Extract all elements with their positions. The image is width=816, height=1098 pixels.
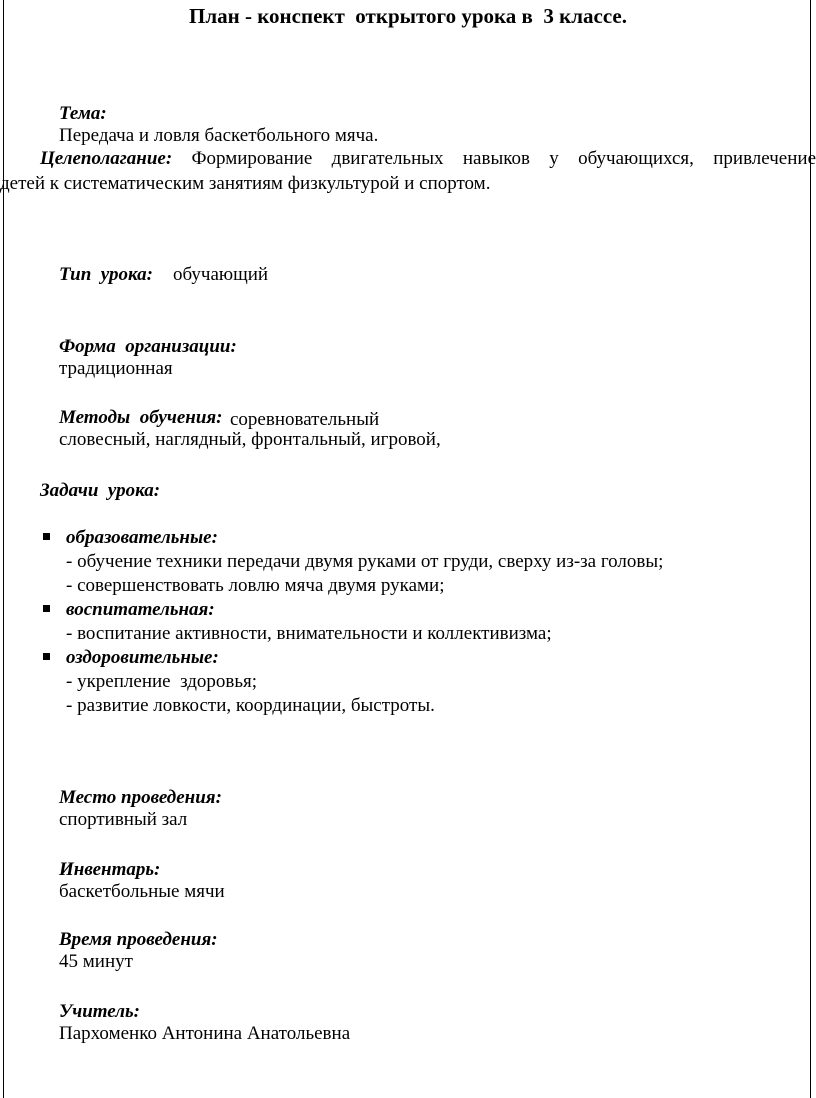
organization-form-value: традиционная [59, 358, 173, 379]
equipment-label: Инвентарь: [59, 859, 161, 880]
square-bullet-icon [43, 653, 50, 660]
venue-value: спортивный зал [59, 809, 188, 830]
lesson-type-value: обучающий [172, 264, 269, 285]
lesson-type-row [40, 242, 268, 308]
topic-value: Передача и ловля баскетбольного мяча. [59, 125, 379, 146]
venue-label: Место проведения: [59, 787, 222, 808]
square-bullet-icon [43, 605, 50, 612]
lesson-type-label: Тип урока: [59, 264, 153, 285]
task-item: - воспитание активности, внимательности и коллективизма; [66, 623, 552, 644]
teacher-label: Учитель: [59, 1001, 141, 1022]
teaching-methods-label: Методы обучения: [59, 407, 223, 428]
tasks-label: Задачи урока: [40, 480, 161, 501]
topic-label: Тема: [59, 103, 107, 124]
teacher-row [40, 979, 350, 1067]
goal-value-line1: Формирование двигательных навыков у обучающихся, привлечение [191, 148, 816, 169]
duration-value: 45 минут [59, 951, 133, 972]
goal-label: Целеполагание: [40, 148, 173, 169]
document-title: План - конспект открытого урока в 3 классе. [189, 4, 627, 28]
teaching-methods-value-line2: соревновательный [230, 409, 380, 430]
task-item: - развитие ловкости, координации, быстроты. [66, 695, 435, 716]
teacher-value: Пархоменко Антонина Анатольевна [59, 1023, 351, 1044]
equipment-value: баскетбольные мячи [59, 881, 225, 902]
goal-row [40, 148, 816, 170]
organization-form-label: Форма организации: [59, 336, 237, 357]
page-border-left [3, 0, 4, 1098]
goal-continuation: детей к систематическим занятиям физкультурой и спортом. [0, 173, 491, 194]
task-group-title: воспитательная: [66, 599, 215, 620]
square-bullet-icon [43, 533, 50, 540]
teaching-methods-value-line1: словесный, наглядный, фронтальный, игровой, [59, 429, 441, 450]
task-group-title: оздоровительные: [66, 647, 219, 668]
task-item: - обучение техники передачи двумя руками от груди, сверху из-за головы; [66, 551, 664, 572]
task-group-title: образовательные: [66, 527, 218, 548]
task-item: - совершенствовать ловлю мяча двумя руками; [66, 575, 445, 596]
duration-label: Время проведения: [59, 929, 218, 950]
task-item: - укрепление здоровья; [66, 671, 258, 692]
